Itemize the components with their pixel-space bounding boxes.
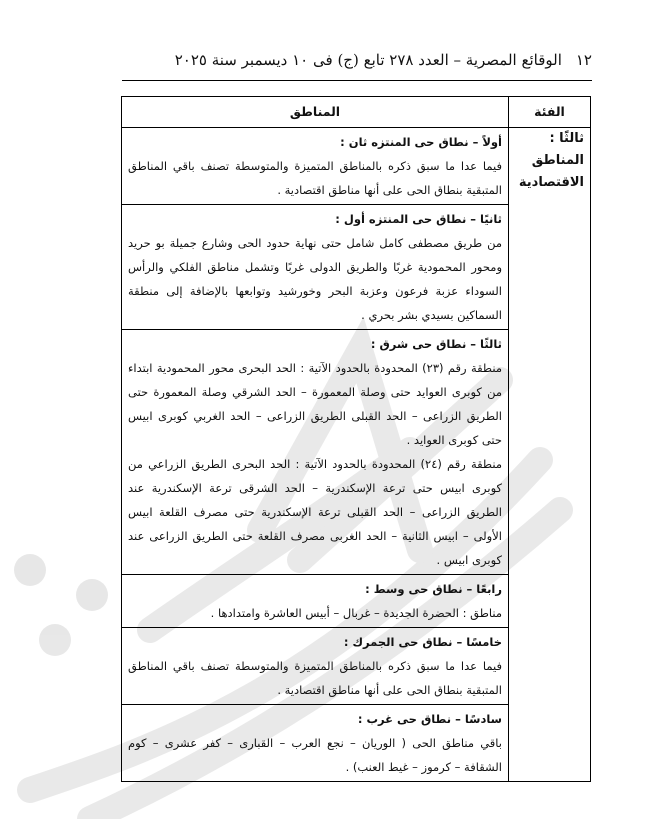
section-cell-1 <box>122 128 509 205</box>
header-rule <box>122 80 592 81</box>
category-cell: ثالثًا : المناطق الاقتصادية <box>509 128 591 782</box>
section-paragraph: مناطق : الحضرة الجديدة – غربال – أبيس العاشرة وامتدادها . <box>210 606 502 620</box>
section-paragraph: باقي مناطق الحى ( الوريان – نجع العرب – القبارى – كفر عشرى – كوم الشقافة – كرموز – غيط العنب) . <box>128 736 502 774</box>
table-row <box>122 128 591 205</box>
section-paragraph: فيما عدا ما سبق ذكره بالمناطق المتميزة والمتوسطة تصنف باقي المناطق المتبقية بنطاق الحى على أنها مناطق اقتصادية . <box>128 159 502 197</box>
section-cell-2 <box>122 205 509 330</box>
category-column-header: الفئة <box>509 97 591 128</box>
section-paragraph: من طريق مصطفى كامل شامل حتى نهاية حدود الحى وشارع جميلة بو حريد ومحور المحمودية غربًا والطريق الدولى غربًا وتشمل مناطق الفلكي والرأس السوداء عزبة فرعون وعزبة البحر وخورشيد وتوابعها بالإضافة إلى منطقة السماكين بسيدي بشر بحري . <box>128 236 502 322</box>
section-paragraph: منطقة رقم (٢٤) المحدودة بالحدود الآتية : الحد البحرى الطريق الزراعي من كوبرى ابيس حتى ترعة الإسكندرية – الحد الشرقى ترعة الإسكندرية عند الطريق الزراعى – الحد القبلى ترعة الإسكندرية حتى مصرف القلعة ابيس الأولى – ابيس الثانية – الحد الغربى مصرف القلعة حتى الطريق الزراعى عند كوبرى ابيس . <box>128 457 502 567</box>
section-title: أولاً – نطاق حى المنتزه ثان : <box>340 135 502 149</box>
section-cell-3 <box>122 330 509 575</box>
page-header <box>122 50 592 70</box>
table-header-row <box>122 97 591 128</box>
section-paragraph: منطقة رقم (٢٣) المحدودة بالحدود الآتية : الحد البحرى محور المحمودية ابتداء من كوبرى العوايد حتى وصلة المعمورة – الحد الشرقي وصلة المعمورة حتى الطريق الزراعى – الحد القبلى الطريق الزراعى – الحد الغربي كوبرى ابيس حتى كوبرى العوايد . <box>128 361 502 447</box>
economic-zones-table <box>121 96 591 782</box>
section-title: خامسًا – نطاق حى الجمرك : <box>343 635 502 649</box>
section-title: ثالثًا – نطاق حى شرق : <box>370 337 502 351</box>
section-title: ثانيًا – نطاق حى المنتزه أول : <box>335 212 502 226</box>
section-cell-4 <box>122 575 509 628</box>
section-paragraph: فيما عدا ما سبق ذكره بالمناطق المتميزة والمتوسطة تصنف باقي المناطق المتبقية بنطاق الحى على أنها مناطق اقتصادية . <box>128 659 502 697</box>
gazette-title: الوقائع المصرية – العدد ٢٧٨ تابع (ج) فى ١٠ ديسمبر سنة ٢٠٢٥ <box>174 51 562 69</box>
page-number: ١٢ <box>575 51 592 69</box>
section-cell-6 <box>122 705 509 782</box>
section-cell-5 <box>122 628 509 705</box>
section-title: رابعًا – نطاق حى وسط : <box>365 582 502 596</box>
areas-column-header: المناطق <box>122 97 509 128</box>
section-title: سادسًا – نطاق حى غرب : <box>357 712 502 726</box>
